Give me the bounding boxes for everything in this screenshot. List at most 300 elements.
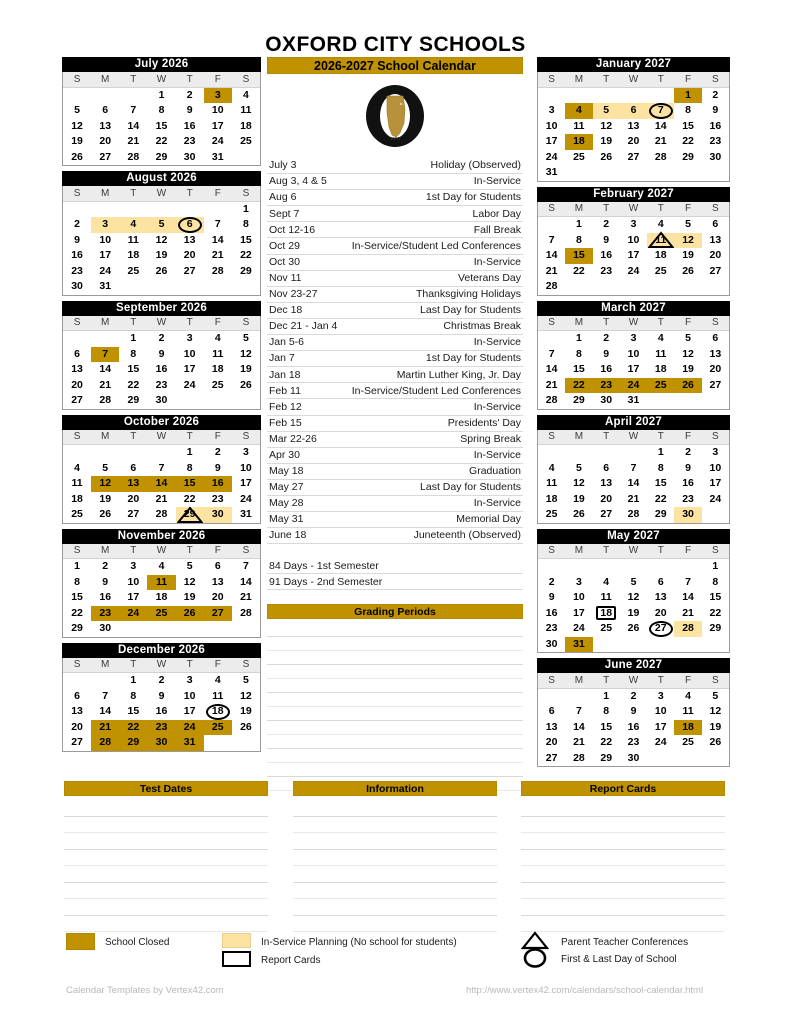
day-cell[interactable] xyxy=(63,476,91,492)
day-cell[interactable] xyxy=(702,103,729,119)
day-cell[interactable] xyxy=(538,461,565,477)
day-cell[interactable] xyxy=(91,621,119,637)
day-cell[interactable] xyxy=(538,347,565,363)
day-cell[interactable] xyxy=(91,393,119,409)
day-cell[interactable] xyxy=(232,507,260,523)
day-cell[interactable] xyxy=(538,378,565,394)
day-cell[interactable] xyxy=(204,264,232,280)
day-cell[interactable] xyxy=(674,720,701,736)
day-cell[interactable] xyxy=(147,575,175,591)
information-line[interactable] xyxy=(293,800,497,817)
day-cell[interactable] xyxy=(702,492,729,508)
grading-period-line[interactable] xyxy=(267,665,523,679)
day-cell[interactable] xyxy=(176,331,204,347)
day-cell[interactable] xyxy=(176,103,204,119)
day-cell[interactable] xyxy=(702,150,729,166)
day-cell[interactable] xyxy=(176,134,204,150)
report-cards-line[interactable] xyxy=(521,899,725,916)
day-cell[interactable] xyxy=(232,331,260,347)
day-cell[interactable] xyxy=(204,492,232,508)
day-cell[interactable] xyxy=(204,134,232,150)
day-cell[interactable] xyxy=(620,393,647,409)
day-cell[interactable] xyxy=(593,461,620,477)
day-cell[interactable] xyxy=(565,704,592,720)
day-cell[interactable] xyxy=(91,378,119,394)
day-cell[interactable] xyxy=(593,217,620,233)
day-cell[interactable] xyxy=(91,279,119,295)
day-cell[interactable] xyxy=(593,606,620,622)
day-cell[interactable] xyxy=(565,119,592,135)
day-cell[interactable] xyxy=(176,264,204,280)
day-cell[interactable] xyxy=(232,87,260,103)
day-cell[interactable] xyxy=(620,575,647,591)
day-cell[interactable] xyxy=(204,590,232,606)
day-cell[interactable] xyxy=(147,150,175,166)
day-cell[interactable] xyxy=(176,248,204,264)
day-cell[interactable] xyxy=(63,103,91,119)
day-cell[interactable] xyxy=(620,507,647,523)
day-cell[interactable] xyxy=(674,476,701,492)
day-cell[interactable] xyxy=(147,735,175,751)
day-cell[interactable] xyxy=(538,150,565,166)
day-cell[interactable] xyxy=(176,217,204,233)
day-cell[interactable] xyxy=(620,233,647,249)
day-cell[interactable] xyxy=(119,233,147,249)
report-cards-lines[interactable] xyxy=(521,800,725,932)
day-cell[interactable] xyxy=(119,507,147,523)
day-cell[interactable] xyxy=(620,217,647,233)
day-cell[interactable] xyxy=(176,476,204,492)
day-cell[interactable] xyxy=(565,751,592,767)
day-cell[interactable] xyxy=(702,735,729,751)
day-cell[interactable] xyxy=(538,751,565,767)
grading-period-line[interactable] xyxy=(267,623,523,637)
day-cell[interactable] xyxy=(538,621,565,637)
day-cell[interactable] xyxy=(620,751,647,767)
day-cell[interactable] xyxy=(702,720,729,736)
day-cell[interactable] xyxy=(63,735,91,751)
day-cell[interactable] xyxy=(674,264,701,280)
information-line[interactable] xyxy=(293,883,497,900)
day-cell[interactable] xyxy=(647,688,674,704)
grading-period-line[interactable] xyxy=(267,679,523,693)
day-cell[interactable] xyxy=(538,704,565,720)
day-cell[interactable] xyxy=(565,233,592,249)
day-cell[interactable] xyxy=(176,590,204,606)
day-cell[interactable] xyxy=(620,331,647,347)
test-dates-line[interactable] xyxy=(64,883,268,900)
day-cell[interactable] xyxy=(674,735,701,751)
day-cell[interactable] xyxy=(204,720,232,736)
day-cell[interactable] xyxy=(91,559,119,575)
day-cell[interactable] xyxy=(232,201,260,217)
day-cell[interactable] xyxy=(702,264,729,280)
day-cell[interactable] xyxy=(119,689,147,705)
day-cell[interactable] xyxy=(538,507,565,523)
day-cell[interactable] xyxy=(63,606,91,622)
day-cell[interactable] xyxy=(147,134,175,150)
day-cell[interactable] xyxy=(565,461,592,477)
day-cell[interactable] xyxy=(232,248,260,264)
day-cell[interactable] xyxy=(119,362,147,378)
day-cell[interactable] xyxy=(538,119,565,135)
day-cell[interactable] xyxy=(702,378,729,394)
day-cell[interactable] xyxy=(593,575,620,591)
day-cell[interactable] xyxy=(647,362,674,378)
day-cell[interactable] xyxy=(91,507,119,523)
day-cell[interactable] xyxy=(674,331,701,347)
day-cell[interactable] xyxy=(147,606,175,622)
day-cell[interactable] xyxy=(538,393,565,409)
day-cell[interactable] xyxy=(91,362,119,378)
day-cell[interactable] xyxy=(204,248,232,264)
day-cell[interactable] xyxy=(647,476,674,492)
grading-period-line[interactable] xyxy=(267,651,523,665)
day-cell[interactable] xyxy=(593,720,620,736)
day-cell[interactable] xyxy=(674,362,701,378)
day-cell[interactable] xyxy=(538,735,565,751)
grading-periods-lines[interactable] xyxy=(267,623,523,791)
day-cell[interactable] xyxy=(232,704,260,720)
day-cell[interactable] xyxy=(674,150,701,166)
day-cell[interactable] xyxy=(702,445,729,461)
test-dates-line[interactable] xyxy=(64,899,268,916)
day-cell[interactable] xyxy=(620,134,647,150)
day-cell[interactable] xyxy=(232,476,260,492)
day-cell[interactable] xyxy=(593,248,620,264)
day-cell[interactable] xyxy=(204,150,232,166)
day-cell[interactable] xyxy=(147,217,175,233)
day-cell[interactable] xyxy=(538,606,565,622)
day-cell[interactable] xyxy=(593,119,620,135)
day-cell[interactable] xyxy=(674,704,701,720)
report-cards-line[interactable] xyxy=(521,833,725,850)
day-cell[interactable] xyxy=(63,507,91,523)
report-cards-line[interactable] xyxy=(521,850,725,867)
day-cell[interactable] xyxy=(147,689,175,705)
day-cell[interactable] xyxy=(91,347,119,363)
day-cell[interactable] xyxy=(91,150,119,166)
grading-period-line[interactable] xyxy=(267,707,523,721)
information-line[interactable] xyxy=(293,899,497,916)
day-cell[interactable] xyxy=(119,559,147,575)
day-cell[interactable] xyxy=(647,575,674,591)
day-cell[interactable] xyxy=(702,606,729,622)
day-cell[interactable] xyxy=(63,248,91,264)
grading-period-line[interactable] xyxy=(267,637,523,651)
day-cell[interactable] xyxy=(232,264,260,280)
day-cell[interactable] xyxy=(176,362,204,378)
day-cell[interactable] xyxy=(232,720,260,736)
day-cell[interactable] xyxy=(91,704,119,720)
day-cell[interactable] xyxy=(647,445,674,461)
day-cell[interactable] xyxy=(620,476,647,492)
test-dates-line[interactable] xyxy=(64,817,268,834)
day-cell[interactable] xyxy=(702,362,729,378)
report-cards-line[interactable] xyxy=(521,817,725,834)
day-cell[interactable] xyxy=(702,87,729,103)
day-cell[interactable] xyxy=(538,476,565,492)
day-cell[interactable] xyxy=(147,673,175,689)
day-cell[interactable] xyxy=(176,150,204,166)
day-cell[interactable] xyxy=(565,248,592,264)
day-cell[interactable] xyxy=(620,704,647,720)
day-cell[interactable] xyxy=(204,331,232,347)
day-cell[interactable] xyxy=(63,150,91,166)
day-cell[interactable] xyxy=(593,590,620,606)
day-cell[interactable] xyxy=(176,507,204,523)
day-cell[interactable] xyxy=(204,476,232,492)
day-cell[interactable] xyxy=(674,688,701,704)
day-cell[interactable] xyxy=(119,264,147,280)
day-cell[interactable] xyxy=(232,590,260,606)
day-cell[interactable] xyxy=(232,119,260,135)
day-cell[interactable] xyxy=(176,673,204,689)
day-cell[interactable] xyxy=(538,233,565,249)
day-cell[interactable] xyxy=(647,606,674,622)
day-cell[interactable] xyxy=(620,606,647,622)
day-cell[interactable] xyxy=(176,233,204,249)
day-cell[interactable] xyxy=(63,119,91,135)
day-cell[interactable] xyxy=(647,248,674,264)
day-cell[interactable] xyxy=(565,637,592,653)
day-cell[interactable] xyxy=(647,735,674,751)
day-cell[interactable] xyxy=(702,461,729,477)
day-cell[interactable] xyxy=(620,103,647,119)
day-cell[interactable] xyxy=(538,720,565,736)
day-cell[interactable] xyxy=(538,165,565,181)
day-cell[interactable] xyxy=(565,150,592,166)
day-cell[interactable] xyxy=(674,217,701,233)
day-cell[interactable] xyxy=(119,606,147,622)
day-cell[interactable] xyxy=(232,378,260,394)
day-cell[interactable] xyxy=(593,378,620,394)
day-cell[interactable] xyxy=(63,621,91,637)
day-cell[interactable] xyxy=(620,621,647,637)
day-cell[interactable] xyxy=(63,264,91,280)
test-dates-line[interactable] xyxy=(64,800,268,817)
day-cell[interactable] xyxy=(702,575,729,591)
day-cell[interactable] xyxy=(674,621,701,637)
day-cell[interactable] xyxy=(565,393,592,409)
day-cell[interactable] xyxy=(674,248,701,264)
day-cell[interactable] xyxy=(593,476,620,492)
day-cell[interactable] xyxy=(204,559,232,575)
day-cell[interactable] xyxy=(647,264,674,280)
day-cell[interactable] xyxy=(119,378,147,394)
day-cell[interactable] xyxy=(593,264,620,280)
day-cell[interactable] xyxy=(147,331,175,347)
day-cell[interactable] xyxy=(647,347,674,363)
day-cell[interactable] xyxy=(63,279,91,295)
grading-period-line[interactable] xyxy=(267,693,523,707)
information-line[interactable] xyxy=(293,833,497,850)
day-cell[interactable] xyxy=(63,393,91,409)
day-cell[interactable] xyxy=(565,621,592,637)
day-cell[interactable] xyxy=(232,689,260,705)
day-cell[interactable] xyxy=(204,87,232,103)
day-cell[interactable] xyxy=(204,704,232,720)
information-line[interactable] xyxy=(293,850,497,867)
day-cell[interactable] xyxy=(538,248,565,264)
day-cell[interactable] xyxy=(565,606,592,622)
day-cell[interactable] xyxy=(565,331,592,347)
day-cell[interactable] xyxy=(538,637,565,653)
day-cell[interactable] xyxy=(91,134,119,150)
day-cell[interactable] xyxy=(647,590,674,606)
day-cell[interactable] xyxy=(176,559,204,575)
day-cell[interactable] xyxy=(91,248,119,264)
day-cell[interactable] xyxy=(674,507,701,523)
day-cell[interactable] xyxy=(565,134,592,150)
day-cell[interactable] xyxy=(593,507,620,523)
day-cell[interactable] xyxy=(538,264,565,280)
day-cell[interactable] xyxy=(204,689,232,705)
day-cell[interactable] xyxy=(674,347,701,363)
day-cell[interactable] xyxy=(63,590,91,606)
day-cell[interactable] xyxy=(119,704,147,720)
day-cell[interactable] xyxy=(147,704,175,720)
day-cell[interactable] xyxy=(565,217,592,233)
information-lines[interactable] xyxy=(293,800,497,932)
day-cell[interactable] xyxy=(204,445,232,461)
day-cell[interactable] xyxy=(232,673,260,689)
day-cell[interactable] xyxy=(147,119,175,135)
report-cards-line[interactable] xyxy=(521,866,725,883)
test-dates-lines[interactable] xyxy=(64,800,268,932)
day-cell[interactable] xyxy=(91,590,119,606)
day-cell[interactable] xyxy=(702,559,729,575)
day-cell[interactable] xyxy=(620,590,647,606)
day-cell[interactable] xyxy=(674,445,701,461)
day-cell[interactable] xyxy=(176,735,204,751)
day-cell[interactable] xyxy=(647,103,674,119)
grading-period-line[interactable] xyxy=(267,763,523,777)
day-cell[interactable] xyxy=(119,150,147,166)
day-cell[interactable] xyxy=(119,575,147,591)
day-cell[interactable] xyxy=(647,134,674,150)
day-cell[interactable] xyxy=(91,233,119,249)
day-cell[interactable] xyxy=(204,233,232,249)
day-cell[interactable] xyxy=(63,378,91,394)
day-cell[interactable] xyxy=(702,704,729,720)
day-cell[interactable] xyxy=(674,103,701,119)
day-cell[interactable] xyxy=(176,492,204,508)
day-cell[interactable] xyxy=(674,606,701,622)
test-dates-line[interactable] xyxy=(64,866,268,883)
day-cell[interactable] xyxy=(674,492,701,508)
test-dates-line[interactable] xyxy=(64,833,268,850)
day-cell[interactable] xyxy=(702,331,729,347)
day-cell[interactable] xyxy=(565,590,592,606)
day-cell[interactable] xyxy=(204,119,232,135)
day-cell[interactable] xyxy=(91,264,119,280)
day-cell[interactable] xyxy=(91,461,119,477)
day-cell[interactable] xyxy=(538,362,565,378)
day-cell[interactable] xyxy=(119,735,147,751)
day-cell[interactable] xyxy=(232,606,260,622)
day-cell[interactable] xyxy=(702,233,729,249)
day-cell[interactable] xyxy=(538,279,565,295)
day-cell[interactable] xyxy=(565,347,592,363)
day-cell[interactable] xyxy=(647,233,674,249)
day-cell[interactable] xyxy=(647,331,674,347)
day-cell[interactable] xyxy=(620,362,647,378)
day-cell[interactable] xyxy=(63,720,91,736)
day-cell[interactable] xyxy=(176,689,204,705)
day-cell[interactable] xyxy=(176,575,204,591)
day-cell[interactable] xyxy=(91,217,119,233)
day-cell[interactable] xyxy=(91,575,119,591)
day-cell[interactable] xyxy=(593,492,620,508)
day-cell[interactable] xyxy=(63,461,91,477)
day-cell[interactable] xyxy=(204,461,232,477)
day-cell[interactable] xyxy=(119,461,147,477)
day-cell[interactable] xyxy=(565,378,592,394)
information-line[interactable] xyxy=(293,866,497,883)
day-cell[interactable] xyxy=(204,103,232,119)
day-cell[interactable] xyxy=(119,119,147,135)
day-cell[interactable] xyxy=(232,347,260,363)
day-cell[interactable] xyxy=(119,720,147,736)
day-cell[interactable] xyxy=(565,476,592,492)
day-cell[interactable] xyxy=(147,233,175,249)
day-cell[interactable] xyxy=(176,378,204,394)
day-cell[interactable] xyxy=(647,217,674,233)
day-cell[interactable] xyxy=(565,264,592,280)
day-cell[interactable] xyxy=(176,119,204,135)
day-cell[interactable] xyxy=(647,492,674,508)
day-cell[interactable] xyxy=(176,720,204,736)
day-cell[interactable] xyxy=(620,688,647,704)
day-cell[interactable] xyxy=(147,559,175,575)
day-cell[interactable] xyxy=(538,134,565,150)
day-cell[interactable] xyxy=(647,150,674,166)
day-cell[interactable] xyxy=(91,689,119,705)
day-cell[interactable] xyxy=(620,264,647,280)
day-cell[interactable] xyxy=(63,217,91,233)
day-cell[interactable] xyxy=(702,217,729,233)
day-cell[interactable] xyxy=(593,621,620,637)
day-cell[interactable] xyxy=(91,606,119,622)
day-cell[interactable] xyxy=(63,134,91,150)
day-cell[interactable] xyxy=(176,606,204,622)
day-cell[interactable] xyxy=(565,103,592,119)
day-cell[interactable] xyxy=(647,621,674,637)
day-cell[interactable] xyxy=(620,461,647,477)
report-cards-line[interactable] xyxy=(521,883,725,900)
day-cell[interactable] xyxy=(702,476,729,492)
day-cell[interactable] xyxy=(147,103,175,119)
day-cell[interactable] xyxy=(176,461,204,477)
day-cell[interactable] xyxy=(91,103,119,119)
day-cell[interactable] xyxy=(119,393,147,409)
day-cell[interactable] xyxy=(674,378,701,394)
day-cell[interactable] xyxy=(620,735,647,751)
day-cell[interactable] xyxy=(176,704,204,720)
day-cell[interactable] xyxy=(702,248,729,264)
day-cell[interactable] xyxy=(674,119,701,135)
day-cell[interactable] xyxy=(204,606,232,622)
day-cell[interactable] xyxy=(593,233,620,249)
day-cell[interactable] xyxy=(147,378,175,394)
day-cell[interactable] xyxy=(232,559,260,575)
footer-url[interactable]: http://www.vertex42.com/calendars/school-calendar.html xyxy=(466,985,704,996)
day-cell[interactable] xyxy=(204,362,232,378)
day-cell[interactable] xyxy=(119,476,147,492)
day-cell[interactable] xyxy=(232,492,260,508)
day-cell[interactable] xyxy=(674,461,701,477)
